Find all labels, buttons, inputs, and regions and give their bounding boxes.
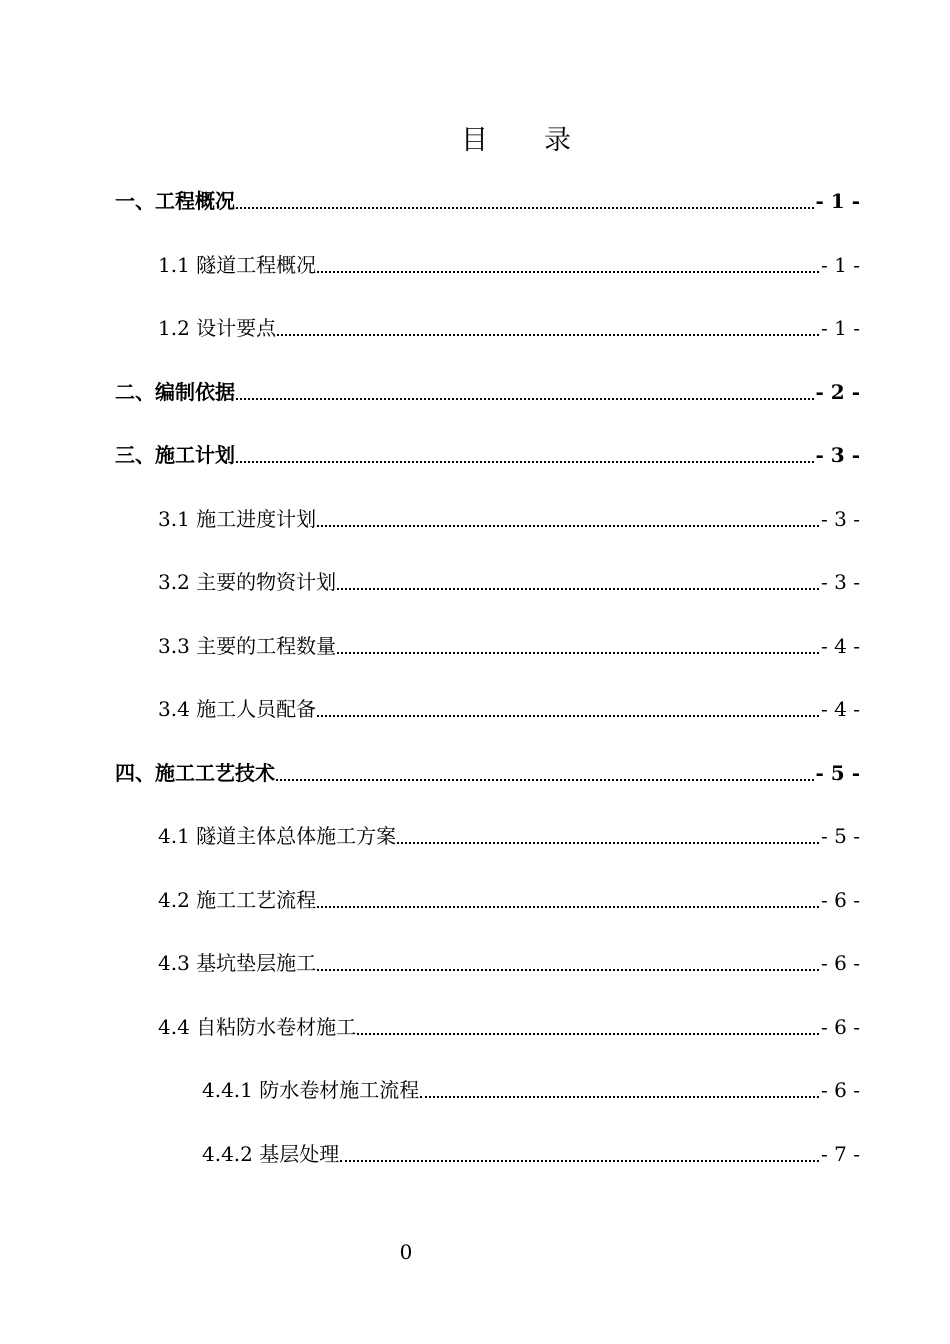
toc-entry[interactable] — [158, 821, 860, 851]
toc-dot-leader — [357, 1032, 819, 1035]
toc-entry[interactable] — [115, 440, 860, 470]
toc-dot-leader — [317, 270, 819, 273]
toc-entry-page: - 3 - — [815, 443, 860, 467]
toc-entry-label: 四、施工工艺技术 — [115, 761, 275, 785]
toc-dot-leader — [317, 968, 819, 971]
toc-entry[interactable] — [158, 567, 860, 597]
toc-entry[interactable] — [158, 313, 860, 343]
toc-entry-page: - 4 - — [821, 697, 860, 721]
toc-entry-label: 4.4 自粘防水卷材施工 — [158, 1015, 357, 1039]
toc-entry[interactable] — [115, 758, 860, 788]
toc-entry-label: 4.4.1 防水卷材施工流程 — [202, 1078, 420, 1102]
toc-entry-page: - 2 - — [815, 380, 860, 404]
toc-entry-label: 3.3 主要的工程数量 — [158, 634, 337, 658]
toc-dot-leader — [276, 778, 814, 781]
toc-entry[interactable] — [202, 1139, 860, 1169]
toc-dot-leader — [277, 333, 819, 336]
toc-entry-label: 4.4.2 基层处理 — [202, 1142, 340, 1166]
toc-entry-page: - 6 - — [821, 951, 860, 975]
toc-entry-page: - 1 - — [821, 316, 860, 340]
toc-entry-page: - 5 - — [815, 761, 860, 785]
toc-entry-label: 二、编制依据 — [115, 380, 235, 404]
toc-entry[interactable] — [158, 694, 860, 724]
toc-dot-leader — [317, 905, 819, 908]
toc-entry-label: 4.2 施工工艺流程 — [158, 888, 317, 912]
toc-entry-page: - 6 - — [821, 1015, 860, 1039]
toc-entry-page: - 3 - — [821, 507, 860, 531]
toc-entry-label: 3.4 施工人员配备 — [158, 697, 317, 721]
toc-dot-leader — [236, 397, 814, 400]
toc-entry-label: 3.1 施工进度计划 — [158, 507, 317, 531]
toc-title — [0, 118, 950, 157]
toc-dot-leader — [397, 841, 819, 844]
toc-entry-page: - 3 - — [821, 570, 860, 594]
toc-dot-leader — [317, 714, 819, 717]
toc-entry-label: 1.1 隧道工程概况 — [158, 253, 317, 277]
toc-title-char-1: 目 — [461, 125, 488, 156]
toc-title-char-2: 录 — [544, 125, 571, 156]
toc-entry[interactable] — [115, 186, 860, 216]
toc-entry-label: 1.2 设计要点 — [158, 316, 277, 340]
toc-entry[interactable] — [158, 250, 860, 280]
toc-dot-leader — [420, 1095, 819, 1098]
toc-dot-leader — [236, 206, 814, 209]
toc-dot-leader — [337, 651, 819, 654]
toc-entry[interactable] — [158, 885, 860, 915]
toc-dot-leader — [340, 1159, 819, 1162]
toc-entry-page: - 1 - — [815, 189, 860, 213]
toc-entry-label: 三、施工计划 — [115, 443, 235, 467]
toc-entry[interactable] — [158, 1012, 860, 1042]
toc-entry-page: - 1 - — [821, 253, 860, 277]
toc-dot-leader — [236, 460, 814, 463]
toc-dot-leader — [317, 524, 819, 527]
toc-entry[interactable] — [158, 504, 860, 534]
toc-dot-leader — [337, 587, 819, 590]
toc-entry-label: 一、工程概况 — [115, 189, 235, 213]
toc-entry-page: - 6 - — [821, 888, 860, 912]
toc-entry[interactable] — [158, 948, 860, 978]
toc-entry[interactable] — [115, 377, 860, 407]
toc-entry-label: 4.3 基坑垫层施工 — [158, 951, 317, 975]
toc-entry-page: - 7 - — [821, 1142, 860, 1166]
toc-entry-label: 3.2 主要的物资计划 — [158, 570, 337, 594]
toc-entry-page: - 5 - — [821, 824, 860, 848]
toc-entry[interactable] — [158, 631, 860, 661]
toc-entry[interactable] — [202, 1075, 860, 1105]
toc-entry-page: - 6 - — [821, 1078, 860, 1102]
toc-entry-label: 4.1 隧道主体总体施工方案 — [158, 824, 397, 848]
toc-entry-page: - 4 - — [821, 634, 860, 658]
page-number: 0 — [399, 1240, 413, 1264]
